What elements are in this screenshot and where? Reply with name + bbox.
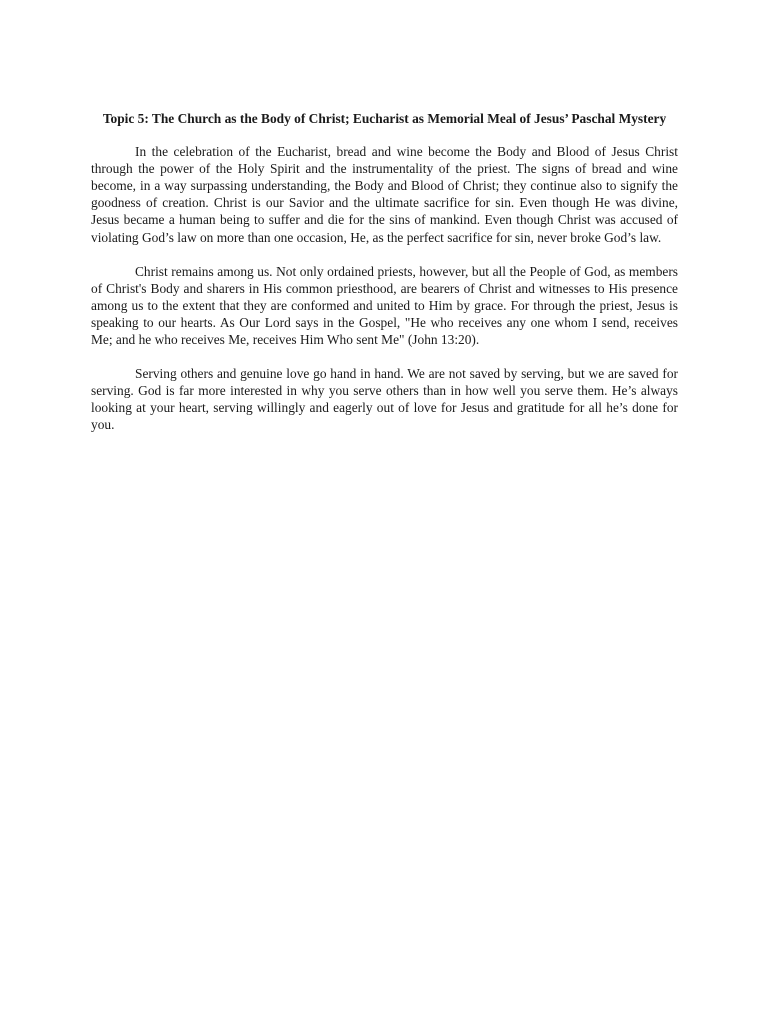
document-title: Topic 5: The Church as the Body of Christ; Eucharist as Memorial Meal of Jesus’ Paschal Mystery	[102, 111, 667, 126]
document-body	[91, 110, 678, 451]
paragraph-christ-remains: Christ remains among us. Not only ordained priests, however, but all the People of God, as members of Christ's Body and sharers in His common priesthood, are bearers of Christ and witnesses to His presence among us to the extent that they are conformed and united to Him by grace. For through the priest, Jesus is speaking to our hearts. As Our Lord says in the Gospel, "He who receives any one whom I send, receives Me; and he who receives Me, receives Him Who sent Me" (John 13:20).	[91, 263, 678, 348]
paragraph-serving-others: Serving others and genuine love go hand in hand. We are not saved by serving, but we are saved for serving. God is far more interested in why you serve others than in how well you serve them. He’s always looking at your heart, serving willingly and eagerly out of love for Jesus and gratitude for all he’s done for you.	[91, 366, 678, 433]
paragraph-eucharist: In the celebration of the Eucharist, bread and wine become the Body and Blood of Jesus Christ through the power of the Holy Spirit and the instrumentality of the priest. The signs of bread and wine become, in a way surpassing understanding, the Body and Blood of Christ; they continue also to signify the goodness of creation. Christ is our Savior and the ultimate sacrifice for sin. Even though He was divine, Jesus became a human being to suffer and die for the sins of mankind. Even though Christ was accused of violating God’s law on more than one occasion, He, as the perfect sacrifice for sin, never broke God’s law.	[91, 144, 678, 245]
